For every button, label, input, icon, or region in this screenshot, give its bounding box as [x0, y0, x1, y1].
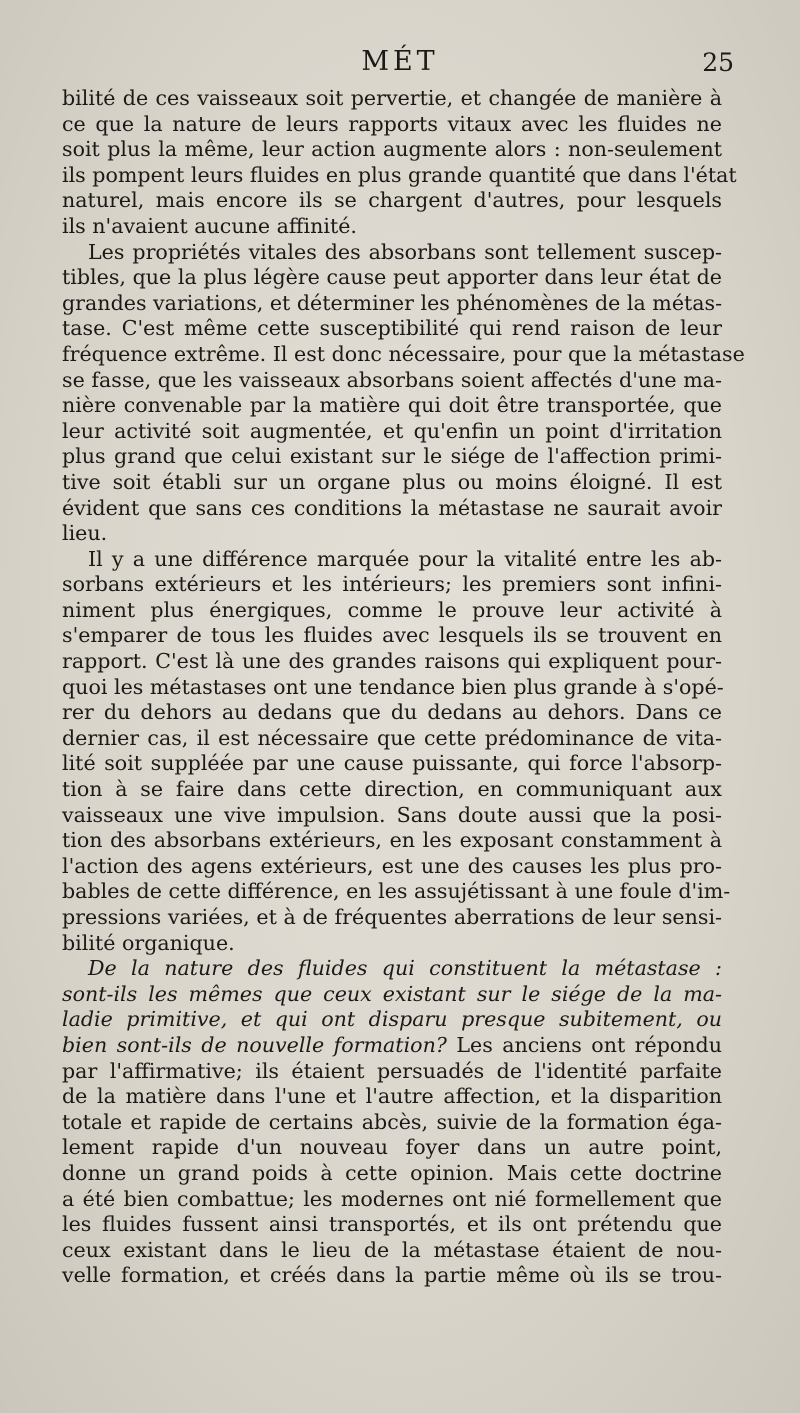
- text-line: donne un grand poids à cette opinion. Mais cette doctrine: [62, 1160, 722, 1185]
- text-line: a été bien combattue; les modernes ont nié formellement que: [62, 1186, 722, 1211]
- italic-heading-line: De la nature des fluides qui constituent la métastase :: [88, 956, 722, 981]
- text-line: tase. C'est même cette susceptibilité qui rend raison de leur: [62, 316, 722, 341]
- text-line: fréquence extrême. Il est donc nécessaire, pour que la métastase: [62, 341, 745, 366]
- page-number: 25: [702, 48, 734, 77]
- text-line: lieu.: [62, 521, 108, 546]
- roman-text: Les anciens ont répondu: [446, 1032, 723, 1057]
- text-line: ce que la nature de leurs rapports vitaux avec les fluides ne: [62, 111, 722, 136]
- text-line: velle formation, et créés dans la partie même où ils se trou-: [62, 1263, 722, 1288]
- text-line: rer du dehors au dedans que du dedans au dehors. Dans ce: [62, 700, 722, 725]
- text-line: niment plus énergiques, comme le prouve leur activité à: [62, 597, 722, 622]
- text-line: ils pompent leurs fluides en plus grande quantité que dans l'état: [62, 162, 737, 187]
- text-line: pressions variées, et à de fréquentes aberrations de leur sensi-: [62, 905, 722, 929]
- text-line: bilité organique.: [62, 930, 235, 955]
- text-line: vaisseaux une vive impulsion. Sans doute aussi que la posi-: [62, 802, 722, 827]
- text-line: bilité de ces vaisseaux soit pervertie, et changée de manière à: [62, 86, 722, 110]
- text-line: rapport. C'est là une des grandes raisons qui expliquent pour-: [62, 649, 722, 674]
- running-head: MÉT: [361, 46, 439, 77]
- text-line: ils n'avaient aucune affinité.: [62, 213, 357, 238]
- mixed-line: [62, 1033, 722, 1059]
- text-line: naturel, mais encore ils se chargent d'autres, pour lesquels: [62, 188, 722, 213]
- paragraph-3: [62, 546, 731, 957]
- paragraph-4: [62, 956, 722, 1289]
- text-line: totale et rapide de certains abcès, suivie de la formation éga-: [62, 1109, 722, 1134]
- page-header: [60, 46, 740, 82]
- text-line: lité soit suppléée par une cause puissante, qui force l'absorp-: [62, 751, 722, 776]
- text-line: l'action des agens extérieurs, est une des causes les plus pro-: [62, 853, 722, 878]
- italic-heading-line: ladie primitive, et qui ont disparu presque subitement, ou: [62, 1007, 722, 1032]
- paragraph-1: [62, 86, 737, 240]
- body-text: [62, 86, 745, 1289]
- text-line: sorbans extérieurs et les intérieurs; les premiers sont infini-: [62, 572, 722, 597]
- paragraph-2: [62, 239, 745, 547]
- text-line: lement rapide d'un nouveau foyer dans un autre point,: [62, 1135, 722, 1160]
- italic-heading-line: sont-ils les mêmes que ceux existant sur le siége de la ma-: [62, 981, 722, 1006]
- text-line: tibles, que la plus légère cause peut apporter dans leur état de: [62, 265, 722, 290]
- text-line: Il y a une différence marquée pour la vitalité entre les ab-: [88, 546, 722, 571]
- text-line: tion à se faire dans cette direction, en communiquant aux: [62, 777, 722, 802]
- text-line: leur activité soit augmentée, et qu'enfin un point d'irritation: [62, 418, 722, 443]
- text-line: de la matière dans l'une et l'autre affection, et la disparition: [62, 1084, 722, 1109]
- text-line: plus grand que celui existant sur le siége de l'affection primi-: [62, 444, 722, 469]
- text-line: se fasse, que les vaisseaux absorbans soient affectés d'une ma-: [62, 367, 722, 392]
- text-line: ceux existant dans le lieu de la métastase étaient de nou-: [62, 1237, 722, 1262]
- text-line: tive soit établi sur un organe plus ou moins éloigné. Il est: [62, 469, 722, 494]
- text-line: par l'affirmative; ils étaient persuadés de l'identité parfaite: [62, 1058, 722, 1083]
- text-line: quoi les métastases ont une tendance bien plus grande à s'opé-: [62, 674, 724, 699]
- text-line: évident que sans ces conditions la métastase ne saurait avoir: [62, 495, 722, 520]
- text-line: dernier cas, il est nécessaire que cette prédominance de vita-: [62, 725, 722, 750]
- text-line: Les propriétés vitales des absorbans sont tellement suscep-: [88, 239, 722, 264]
- italic-question-end: bien sont-ils de nouvelle formation?: [62, 1032, 447, 1057]
- text-line: s'emparer de tous les fluides avec lesquels ils se trouvent en: [62, 623, 722, 648]
- text-line: soit plus la même, leur action augmente alors : non-seulement: [62, 137, 722, 162]
- text-line: les fluides fussent ainsi transportés, et ils ont prétendu que: [62, 1212, 722, 1237]
- text-line: tion des absorbans extérieurs, en les exposant constamment à: [62, 828, 722, 853]
- text-line: grandes variations, et déterminer les phénomènes de la métas-: [62, 290, 723, 315]
- text-line: bables de cette différence, en les assujétissant à une foule d'im-: [62, 879, 731, 904]
- text-line: nière convenable par la matière qui doit être transportée, que: [62, 393, 722, 418]
